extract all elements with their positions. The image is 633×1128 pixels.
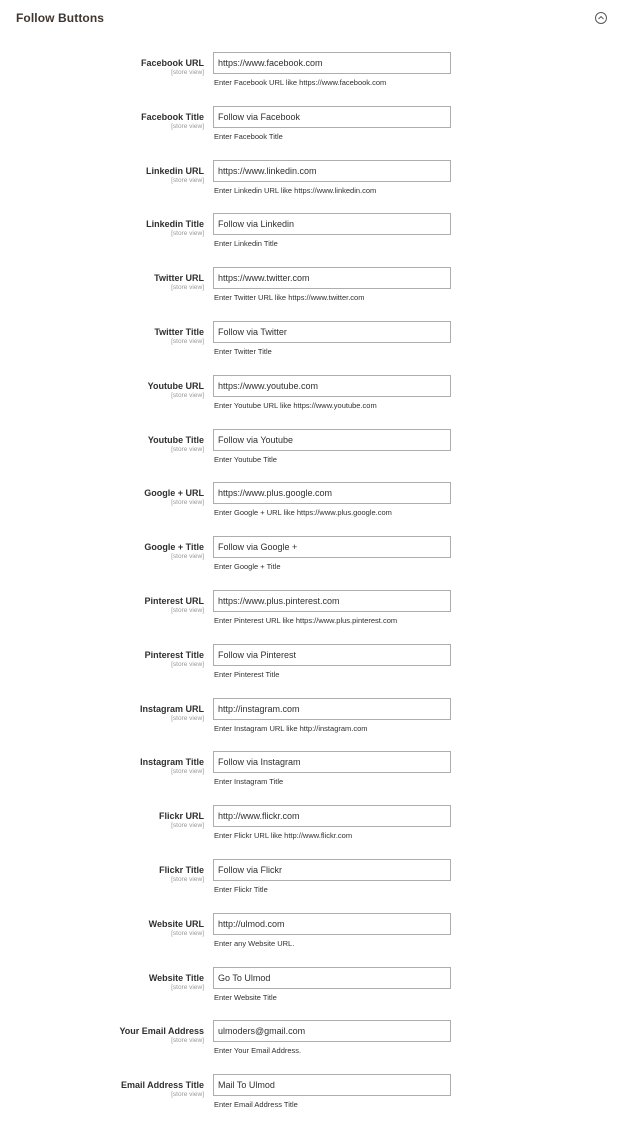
field-label-group (14, 919, 204, 938)
youtube-title-input[interactable] (213, 429, 451, 451)
field-row-flickr-url (0, 805, 633, 859)
field-label: Flickr Title (159, 864, 204, 875)
field-label: Instagram Title (140, 757, 204, 768)
youtube-url-input[interactable] (213, 375, 451, 397)
email-address-title-input[interactable] (213, 1074, 451, 1096)
field-note: Enter Flickr Title (214, 884, 268, 894)
fields-list (0, 52, 633, 1128)
field-row-google-url (0, 482, 633, 536)
field-label: Google + Title (144, 542, 204, 553)
website-url-input[interactable] (213, 913, 451, 935)
field-label: Youtube Title (147, 434, 204, 445)
field-label-group (14, 1026, 204, 1045)
field-row-youtube-title (0, 429, 633, 483)
store-view-scope: [store view] (171, 176, 204, 184)
store-view-scope: [store view] (171, 553, 204, 561)
field-row-facebook-url (0, 52, 633, 106)
facebook-title-input[interactable] (213, 106, 451, 128)
field-note: Enter Flickr URL like http://www.flickr.com (214, 831, 353, 841)
linkedin-title-input[interactable] (213, 213, 451, 235)
field-label: Google + URL (144, 488, 204, 499)
store-view-scope: [store view] (171, 391, 204, 399)
field-row-pinterest-title (0, 644, 633, 698)
field-label-group (14, 704, 204, 723)
field-note: Enter Facebook Title (214, 131, 283, 141)
field-note: Enter Email Address Title (214, 1100, 298, 1110)
field-label-group (14, 757, 204, 776)
field-label-group (14, 650, 204, 669)
store-view-scope: [store view] (171, 69, 204, 76)
store-view-scope: [store view] (171, 499, 204, 507)
flickr-title-input[interactable] (213, 859, 451, 881)
field-row-linkedin-title (0, 213, 633, 267)
field-label: Twitter URL (154, 273, 204, 284)
twitter-title-input[interactable] (213, 321, 451, 343)
field-note: Enter Linkedin URL like https://www.linkedin.com (214, 185, 377, 195)
store-view-scope: [store view] (171, 1091, 204, 1099)
store-view-scope: [store view] (171, 1037, 204, 1045)
field-note: Enter Facebook URL like https://www.facebook.com (214, 78, 387, 87)
field-row-google-title (0, 536, 633, 590)
field-note: Enter Twitter URL like https://www.twitter.com (214, 293, 365, 303)
field-row-website-url (0, 913, 633, 967)
field-row-email-address-title (0, 1074, 633, 1128)
store-view-scope: [store view] (171, 337, 204, 345)
instagram-title-input[interactable] (213, 751, 451, 773)
your-email-address-input[interactable] (213, 1020, 451, 1042)
store-view-scope: [store view] (171, 768, 204, 776)
field-note: Enter Your Email Address. (214, 1046, 302, 1056)
field-label: Linkedin URL (146, 165, 204, 176)
field-label: Linkedin Title (146, 219, 204, 230)
field-note: Enter Linkedin Title (214, 239, 278, 249)
website-title-input[interactable] (213, 967, 451, 989)
google-title-input[interactable] (213, 536, 451, 558)
google-url-input[interactable] (213, 482, 451, 504)
store-view-scope: [store view] (171, 875, 204, 883)
twitter-url-input[interactable] (213, 267, 451, 289)
field-note: Enter Youtube URL like https://www.youtube.com (214, 400, 377, 410)
field-row-twitter-title (0, 321, 633, 375)
field-label-group (14, 435, 204, 454)
field-row-flickr-title (0, 859, 633, 913)
field-label-group (14, 219, 204, 238)
field-label-group (14, 596, 204, 615)
store-view-scope: [store view] (171, 660, 204, 668)
field-note: Enter any Website URL. (214, 938, 295, 948)
store-view-scope: [store view] (171, 983, 204, 991)
store-view-scope: [store view] (171, 284, 204, 292)
field-note: Enter Google + URL like https://www.plus.google.com (214, 508, 392, 518)
field-row-pinterest-url (0, 590, 633, 644)
store-view-scope: [store view] (171, 929, 204, 937)
field-note: Enter Pinterest URL like https://www.plus.pinterest.com (214, 615, 398, 625)
field-label: Youtube URL (147, 380, 204, 391)
field-label: Facebook URL (140, 58, 204, 68)
field-label: Email Address Title (120, 1080, 204, 1091)
field-row-facebook-title (0, 106, 633, 160)
field-label-group (14, 811, 204, 830)
field-label: Pinterest URL (144, 595, 204, 606)
field-row-twitter-url (0, 267, 633, 321)
store-view-scope: [store view] (171, 606, 204, 614)
field-label-group (14, 327, 204, 346)
field-note: Enter Pinterest Title (214, 669, 280, 679)
field-label: Your Email Address (119, 1026, 204, 1037)
field-label-group (14, 166, 204, 185)
facebook-url-input[interactable] (213, 52, 451, 74)
field-label-group (14, 542, 204, 561)
field-row-linkedin-url (0, 160, 633, 214)
field-row-website-title (0, 967, 633, 1021)
field-label: Pinterest Title (144, 649, 204, 660)
field-label-group (14, 1080, 204, 1099)
store-view-scope: [store view] (171, 122, 204, 130)
field-label-group (14, 973, 204, 992)
field-note: Enter Website Title (214, 992, 277, 1002)
store-view-scope: [store view] (171, 822, 204, 830)
field-label: Flickr URL (158, 811, 204, 822)
field-label-group (14, 488, 204, 507)
field-label: Facebook Title (141, 111, 204, 122)
field-label: Website Title (148, 972, 204, 983)
field-label: Twitter Title (154, 326, 204, 337)
field-row-youtube-url (0, 375, 633, 429)
section-title: Follow Buttons (16, 11, 105, 25)
section-header[interactable] (0, 0, 633, 36)
field-label-group (14, 112, 204, 131)
store-view-scope: [store view] (171, 714, 204, 722)
field-note: Enter Youtube Title (214, 454, 277, 464)
field-note: Enter Twitter Title (214, 346, 272, 356)
field-label-group (14, 273, 204, 292)
field-row-instagram-title (0, 751, 633, 805)
pinterest-title-input[interactable] (213, 644, 451, 666)
pinterest-url-input[interactable] (213, 590, 451, 612)
field-label-group (14, 865, 204, 884)
store-view-scope: [store view] (171, 445, 204, 453)
field-label: Instagram URL (139, 703, 204, 714)
field-label-group (14, 58, 204, 77)
field-note: Enter Instagram URL like http://instagram.com (214, 723, 368, 733)
instagram-url-input[interactable] (213, 698, 451, 720)
field-note: Enter Instagram Title (214, 777, 284, 787)
field-label: Website URL (148, 918, 204, 929)
chevron-up-icon[interactable] (595, 12, 607, 24)
field-note: Enter Google + Title (214, 562, 281, 572)
linkedin-url-input[interactable] (213, 160, 451, 182)
flickr-url-input[interactable] (213, 805, 451, 827)
field-label-group (14, 381, 204, 400)
store-view-scope: [store view] (171, 230, 204, 238)
field-row-your-email-address (0, 1020, 633, 1074)
field-row-instagram-url (0, 698, 633, 752)
